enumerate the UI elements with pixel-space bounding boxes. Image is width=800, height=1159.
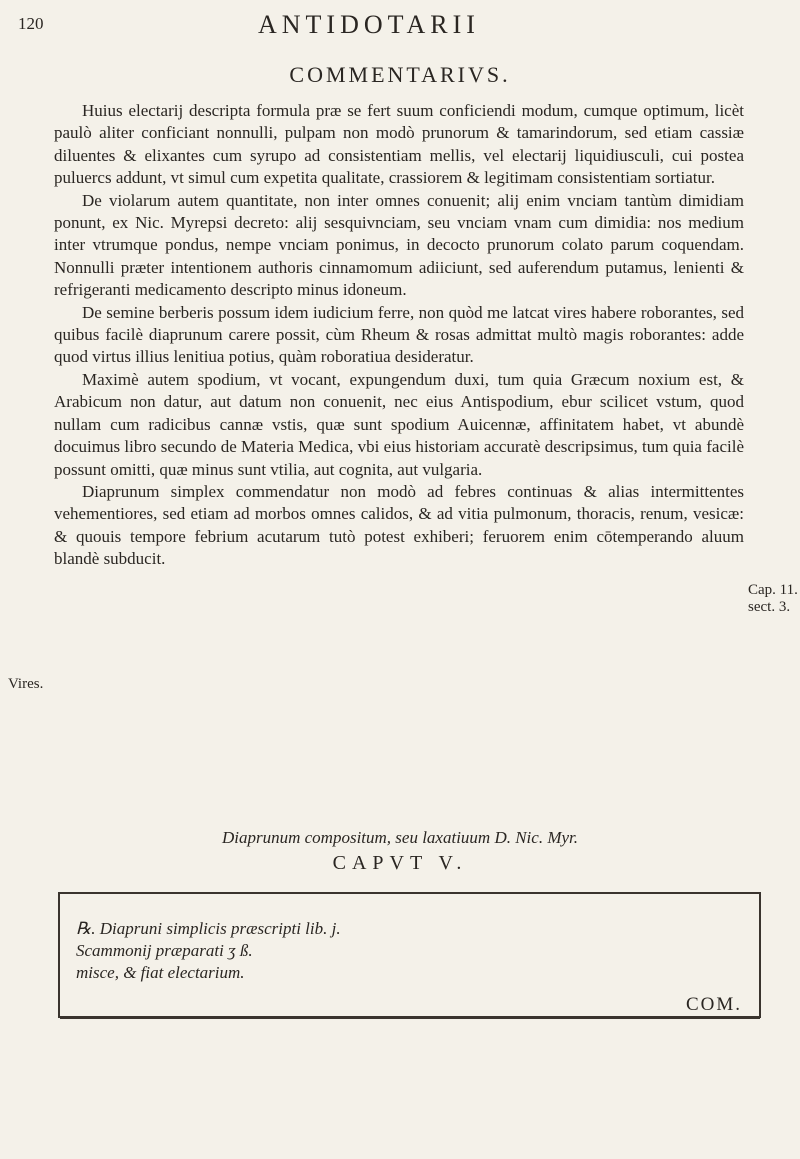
- commentary-body: [54, 100, 744, 571]
- recipe-line: misce, & fiat electarium.: [76, 963, 245, 982]
- margin-note-right: Cap. 11. sect. 3.: [748, 582, 798, 615]
- recipe-lines: [76, 918, 636, 984]
- paragraph: De violarum autem quantitate, non inter omnes conuenit; alij enim vnciam tantùm dimidiam ponunt, ex Nic. Myrepsi decreto: alij sesquivnciam, seu vnciam vnam cum dimidia: nos medium inter vtrumque pondus, nempe vnciam ponimus, in decocto prunorum colato parum coquendam. Nonnulli præter intentionem authoris cinnamomum adiiciunt, sed auferendum putamus, lenienti & refrigeranti medicamento descripto minus idoneum.: [54, 190, 744, 300]
- recipe-rule-right: [759, 892, 761, 1018]
- recipe-heading: Diaprunum compositum, seu laxatiuum D. Nic. Myr.: [221, 828, 579, 847]
- recipe-line: Scammonij præparati ʒ ß.: [76, 941, 253, 960]
- paragraph: Diaprunum simplex commendatur non modò ad febres continuas & alias intermittentes vehementiores, sed etiam ad morbos omnes calidos, & ad vitia pulmonum, thoracis, renum, vesicæ: & quouis tempore febrium acutarum tutò potest exhiberi; feruorem enim cōtemperando aluum blandè subducit.: [54, 481, 744, 569]
- paragraph: De semine berberis possum idem iudicium ferre, non quòd me latcat vires habere roborantes, sed quibus facilè diaprunum carere possit, cùm Rheum & rosas admittat multò magis roborantes: adde quod virtus illius lenitiua potius, quàm roboratiua desideratur.: [54, 302, 744, 367]
- section-title: COMMENTARIVS.: [289, 62, 511, 87]
- paragraph: Maximè autem spodium, vt vocant, expungendum duxi, tum quia Græcum noxium est, & Arabicum non datur, aut datum non conuenit, nec eius Antispodium, ebur scilicet vstum, quod nullam cum radicibus cannæ vstis, quæ sunt spodium Auicennæ, affinitatem habet, vt abundè docuimus libro secundo de Materia Medica, vbi eius historiam accuratè descripsimus, tum quia facilè possunt omitti, quæ minus sunt vtilia, aut cognita, aut vulgaria.: [54, 369, 744, 479]
- page-number: 120: [18, 14, 44, 33]
- recipe-rule-left: [58, 892, 60, 1018]
- paragraph: Huius electarij descripta formula præ se fert suum conficiendi modum, cumque optimum, licèt paulò aliter conficiant nonnulli, pulpam non modò prunorum & tamarindorum, sed etiam cassiæ diluentes & elixantes cum syrupo ad consistentiam mellis, vel electarij liquidiusculi, cui postea puluercs addunt, vt simul cum expetita qualitate, crassiorem & legitimam consistentiam sortiatur.: [54, 101, 744, 188]
- recipe-rule-bottom: [60, 1016, 760, 1019]
- chapter-label: CAPVT V.: [332, 852, 468, 874]
- page-header: [0, 10, 800, 40]
- catchword: COM.: [686, 994, 743, 1015]
- running-head: ANTIDOTARII: [258, 10, 480, 39]
- recipe-line: ℞. Diapruni simplicis præscripti lib. j.: [76, 919, 341, 938]
- recipe-rule-top: [60, 892, 760, 894]
- margin-note-left: Vires.: [8, 676, 44, 692]
